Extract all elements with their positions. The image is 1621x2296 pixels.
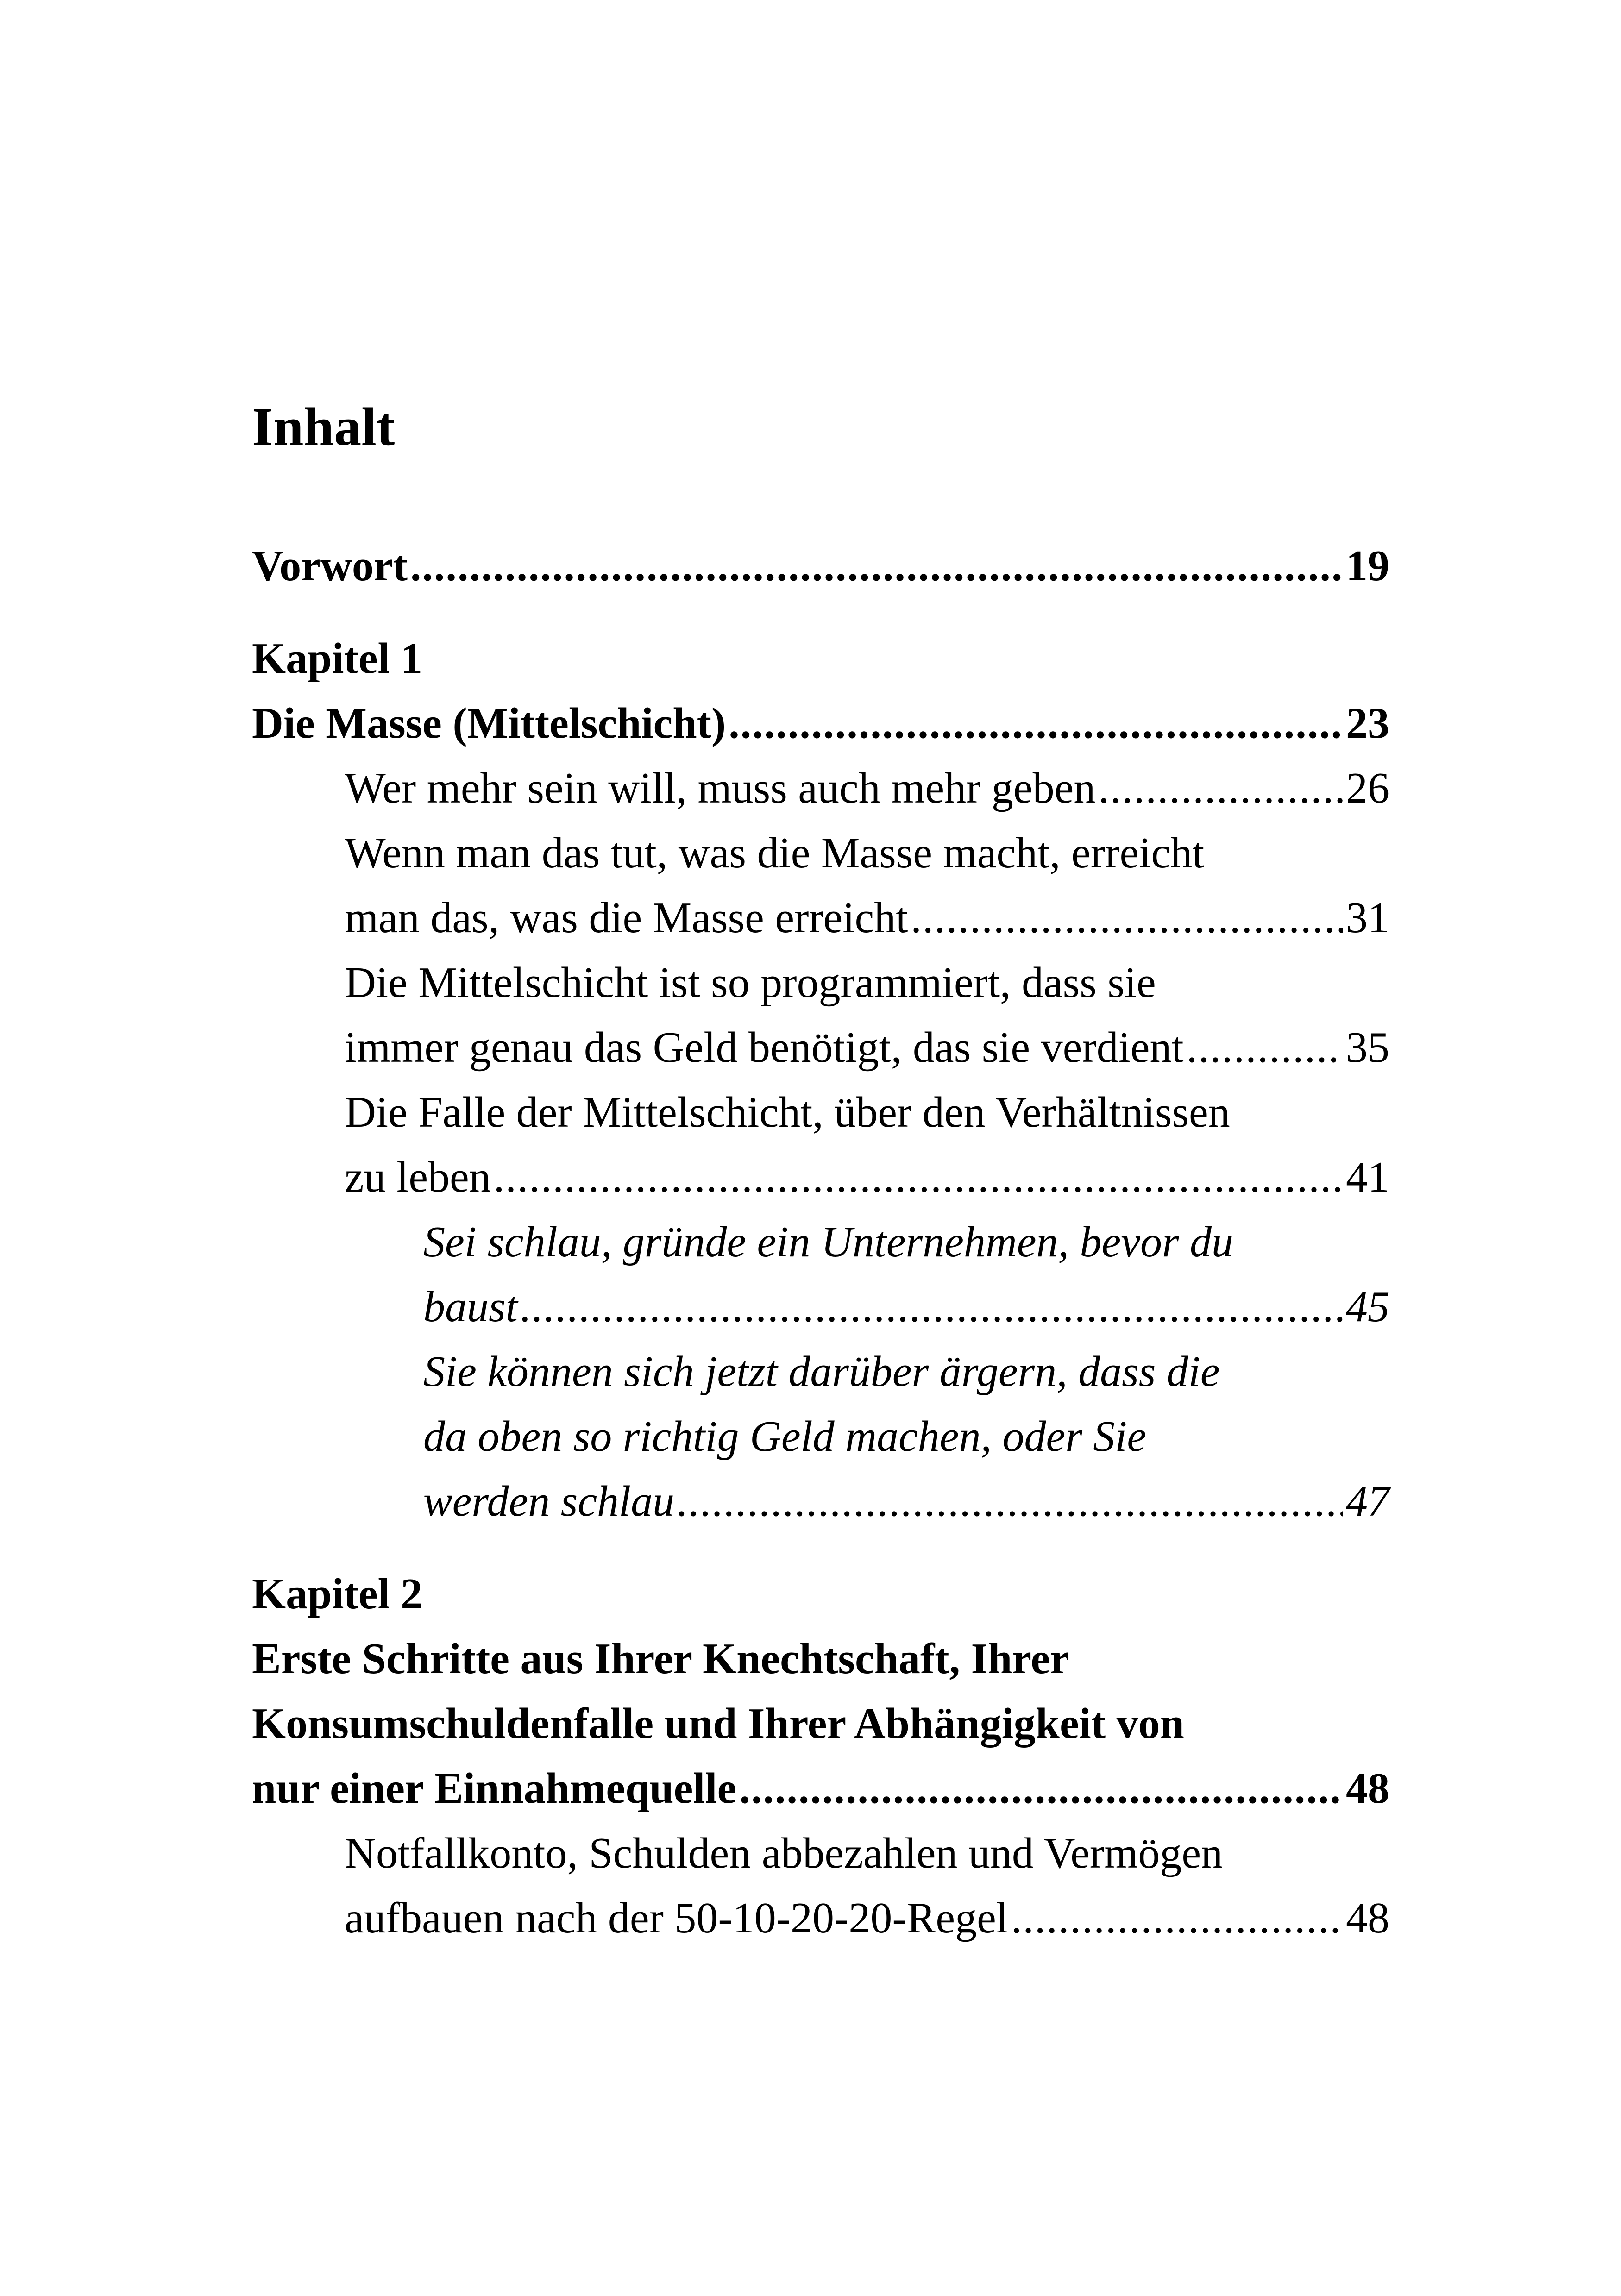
dot-leader [1187,1015,1343,1080]
toc-entry-section [345,1886,1389,1951]
toc-entry-title: Wer mehr sein will, muss auch mehr geben [345,764,1096,812]
toc-entry-title-line: Sie können sich jetzt darüber ärgern, dass die [423,1348,1220,1396]
chapter-heading: Kapitel 1 [252,634,423,683]
toc-page-number: 31 [1346,894,1389,942]
chapter-heading: Kapitel 2 [252,1570,423,1618]
toc-entry-title: Die Masse (Mittelschicht) [252,699,726,747]
toc-entry-subsection [423,1274,1389,1339]
toc-entry-section [345,1145,1389,1210]
dot-leader [739,1756,1343,1821]
toc-entry-section [345,1015,1389,1080]
dot-leader [677,1469,1343,1534]
toc-page-number: 48 [1346,1894,1389,1942]
toc-entry-section [345,885,1389,950]
toc-entry-title-line: Die Falle der Mittelschicht, über den Verhältnissen [345,1088,1230,1136]
toc-page-number: 41 [1346,1153,1389,1201]
toc-entry-title: Vorwort [252,542,408,590]
toc-entry-subsection [423,1469,1389,1534]
toc-entry-title-line: da oben so richtig Geld machen, oder Sie [423,1412,1147,1461]
page-title: Inhalt [252,396,395,457]
toc-entry-title: nur einer Einnahmequelle [252,1764,737,1813]
dot-leader [494,1145,1343,1210]
dot-leader [1098,756,1343,821]
toc-entry-chapter-1 [252,691,1389,756]
dot-leader [521,1274,1343,1339]
dot-leader [1011,1886,1343,1951]
toc-page-number: 35 [1346,1023,1389,1072]
toc-entry-title: man das, was die Masse erreicht [345,894,908,942]
table-of-contents [252,533,1389,1951]
toc-entry-title-line: Die Mittelschicht ist so programmiert, dass sie [345,959,1156,1007]
dot-leader [911,885,1343,950]
toc-page-number: 45 [1346,1283,1389,1331]
toc-entry-vorwort [252,533,1389,598]
toc-page-number: 26 [1346,764,1389,812]
toc-entry-title: werden schlau [423,1477,675,1525]
toc-entry-title: zu leben [345,1153,491,1201]
toc-entry-title: immer genau das Geld benötigt, das sie verdient [345,1023,1184,1072]
toc-page-number: 48 [1346,1764,1389,1813]
dot-leader [410,533,1343,598]
dot-leader [729,691,1343,756]
toc-entry-title: baust [423,1283,518,1331]
toc-page-number: 47 [1346,1477,1389,1525]
toc-entry-title-line: Wenn man das tut, was die Masse macht, erreicht [345,829,1205,877]
toc-entry-section [345,756,1389,821]
toc-entry-title-line: Konsumschuldenfalle und Ihrer Abhängigkeit von [252,1700,1184,1748]
toc-entry-title-line: Erste Schritte aus Ihrer Knechtschaft, Ihrer [252,1635,1069,1683]
toc-entry-chapter-2 [252,1756,1389,1821]
toc-entry-title-line: Notfallkonto, Schulden abbezahlen und Vermögen [345,1829,1223,1877]
toc-entry-title-line: Sei schlau, gründe ein Unternehmen, bevor du [423,1218,1234,1266]
toc-page-number: 19 [1346,542,1389,590]
toc-page-number: 23 [1346,699,1389,747]
toc-entry-title: aufbauen nach der 50-10-20-20-Regel [345,1894,1008,1942]
